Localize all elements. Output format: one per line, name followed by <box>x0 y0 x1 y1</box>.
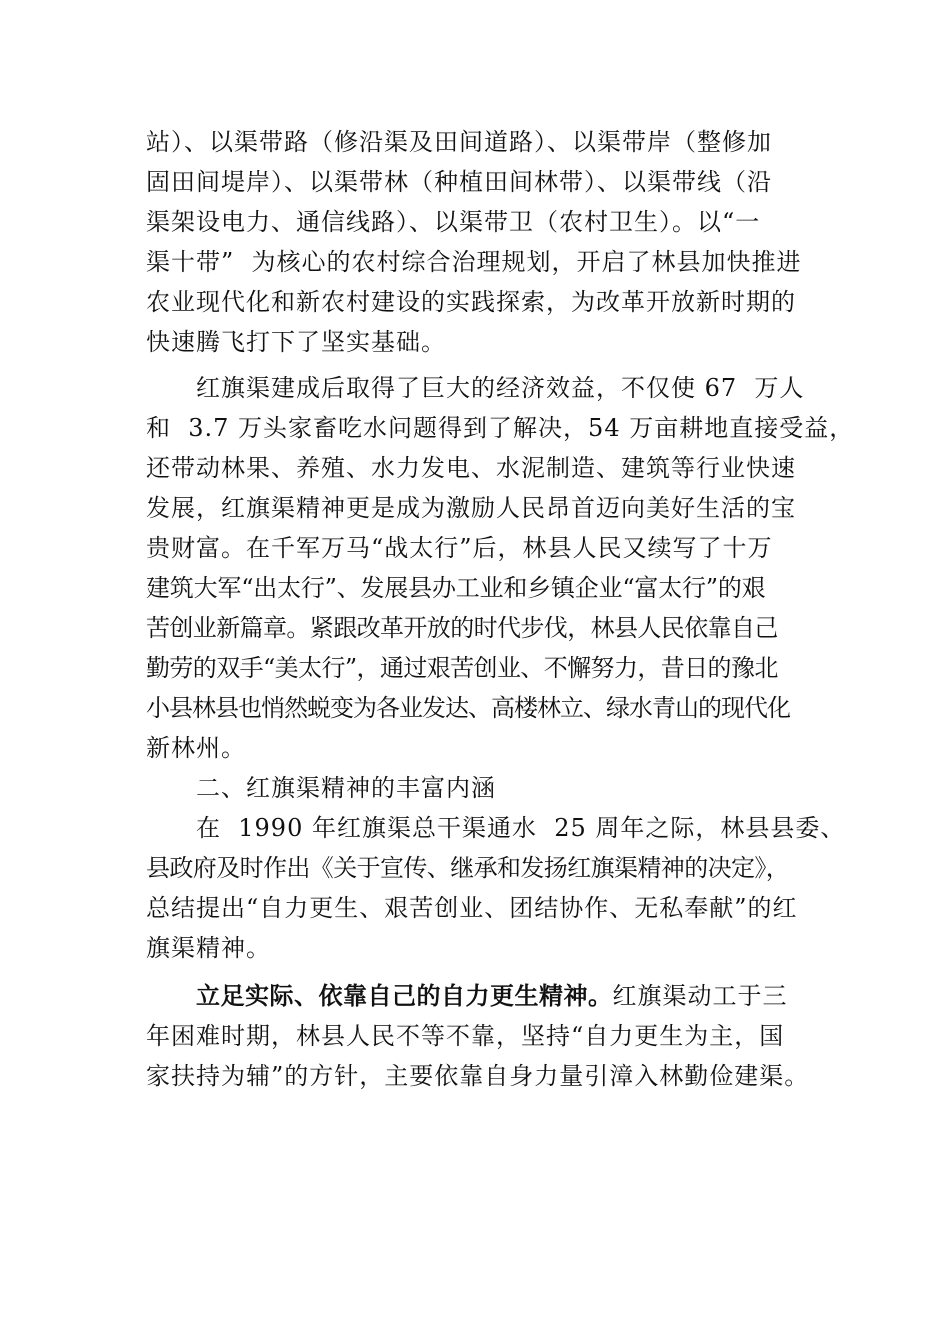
section-heading: 二、红旗渠精神的丰富内涵 <box>196 774 496 802</box>
text-line: 建筑大军“出太行”、发展县办工业和乡镇企业“富太行”的艰 <box>146 574 766 602</box>
text-line: 总结提出“自力更生、艰苦创业、团结协作、无私奉献”的红 <box>146 894 798 922</box>
text-line: 苦创业新篇章。紧跟改革开放的时代步伐，林县人民依靠自己 <box>146 614 778 642</box>
text-line: 渠十带” 为核心的农村综合治理规划，开启了林县加快推进 <box>146 248 802 276</box>
text-line: 站）、以渠带路（修沿渠及田间道路）、以渠带岸（整修加 <box>146 128 772 156</box>
text-line: 渠架设电力、通信线路）、以渠带卫（农村卫生）。以“一 <box>146 208 761 236</box>
text-line: 发展，红旗渠精神更是成为激励人民昂首迈向美好生活的宝 <box>146 494 796 522</box>
paragraph-1990-decision <box>146 808 846 968</box>
text-line: 快速腾飞打下了坚实基础。 <box>146 328 446 356</box>
text-line: 贵财富。在千军万马“战太行”后，林县人民又续写了十万 <box>146 534 773 562</box>
text-line: 和 3.7 万头家畜吃水问题得到了解决，54 万亩耕地直接受益， <box>146 414 855 442</box>
paragraph-yiqu-shidai <box>146 122 826 362</box>
paragraph-self-reliance <box>146 976 826 1096</box>
bold-lead-heading: 立足实际、依靠自己的自力更生精神。 <box>196 982 613 1010</box>
text-run: 红旗渠动工于三 <box>612 982 788 1010</box>
text-line: 固田间堤岸）、以渠带林（种植田间林带）、以渠带线（沿 <box>146 168 772 196</box>
text-line: 在 1990 年红旗渠总干渠通水 25 周年之际，林县县委、 <box>196 814 846 842</box>
text-line: 勤劳的双手“美太行”，通过艰苦创业、不懈努力，昔日的豫北 <box>146 654 778 682</box>
paragraph-economic-benefits <box>146 368 855 768</box>
text-line <box>146 976 826 1016</box>
document-body <box>146 122 855 1096</box>
text-line: 县政府及时作出《关于宣传、继承和发扬红旗渠精神的决定》， <box>146 854 790 882</box>
text-line: 家扶持为辅”的方针，主要依靠自身力量引漳入林勤俭建渠。 <box>146 1062 810 1090</box>
text-line: 小县林县也悄然蜕变为各业发达、高楼林立、绿水青山的现代化 <box>146 694 790 722</box>
text-line: 农业现代化和新农村建设的实践探索，为改革开放新时期的 <box>146 288 796 316</box>
text-line: 红旗渠建成后取得了巨大的经济效益，不仅使 67 万人 <box>196 374 805 402</box>
text-line: 还带动林果、养殖、水力发电、水泥制造、建筑等行业快速 <box>146 454 796 482</box>
text-line: 新林州。 <box>146 734 246 762</box>
text-line: 旗渠精神。 <box>146 934 271 962</box>
text-line: 年困难时期，林县人民不等不靠，坚持“自力更生为主，国 <box>146 1022 785 1050</box>
